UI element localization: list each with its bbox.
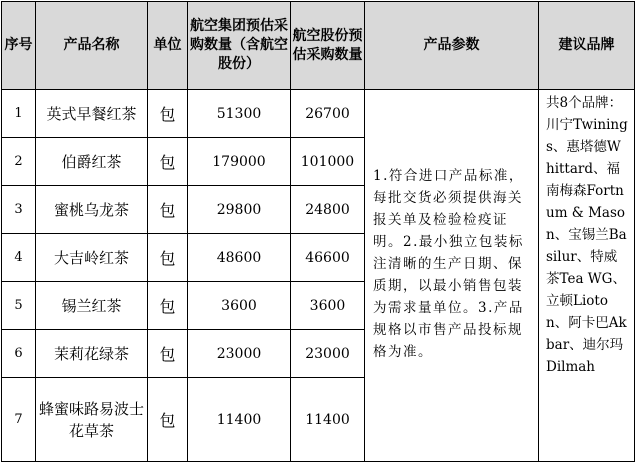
cell-share-qty: 46600 <box>291 234 365 282</box>
cell-product-name: 大吉岭红茶 <box>36 234 148 282</box>
cell-unit: 包 <box>148 138 188 186</box>
cell-product-name: 锡兰红茶 <box>36 282 148 330</box>
cell-product-name: 英式早餐红茶 <box>36 90 148 138</box>
cell-group-qty: 3600 <box>188 282 291 330</box>
header-share-qty: 航空股份预估采购数量 <box>291 2 365 90</box>
cell-group-qty: 29800 <box>188 186 291 234</box>
cell-product-name: 茉莉花绿茶 <box>36 330 148 378</box>
cell-group-qty: 179000 <box>188 138 291 186</box>
cell-unit: 包 <box>148 234 188 282</box>
cell-seq: 1 <box>2 90 36 138</box>
cell-unit: 包 <box>148 378 188 462</box>
cell-seq: 6 <box>2 330 36 378</box>
cell-share-qty: 101000 <box>291 138 365 186</box>
product-params-cell: 1.符合进口产品标准，每批交货必须提供海关报关单及检验检疫证明。2.最小独立包装标注清晰的生产日期、保质期，以最小销售包装为需求量单位。3.产品规格以市售产品投标规格为准。 <box>365 90 539 462</box>
cell-group-qty: 51300 <box>188 90 291 138</box>
header-unit: 单位 <box>148 2 188 90</box>
procurement-table <box>1 1 635 462</box>
cell-product-name: 蜜桃乌龙茶 <box>36 186 148 234</box>
header-seq: 序号 <box>2 2 36 90</box>
cell-unit: 包 <box>148 330 188 378</box>
cell-product-name: 伯爵红茶 <box>36 138 148 186</box>
cell-group-qty: 11400 <box>188 378 291 462</box>
cell-seq: 7 <box>2 378 36 462</box>
header-params: 产品参数 <box>365 2 539 90</box>
header-product-name: 产品名称 <box>36 2 148 90</box>
cell-seq: 2 <box>2 138 36 186</box>
cell-group-qty: 48600 <box>188 234 291 282</box>
cell-group-qty: 23000 <box>188 330 291 378</box>
cell-seq: 4 <box>2 234 36 282</box>
cell-unit: 包 <box>148 186 188 234</box>
header-row <box>2 2 635 90</box>
table-row <box>2 90 635 138</box>
cell-share-qty: 23000 <box>291 330 365 378</box>
header-group-qty: 航空集团预估采购数量（含航空股份） <box>188 2 291 90</box>
cell-seq: 5 <box>2 282 36 330</box>
cell-share-qty: 11400 <box>291 378 365 462</box>
cell-share-qty: 26700 <box>291 90 365 138</box>
cell-product-name: 蜂蜜味路易波士花草茶 <box>36 378 148 462</box>
cell-share-qty: 24800 <box>291 186 365 234</box>
cell-unit: 包 <box>148 90 188 138</box>
cell-unit: 包 <box>148 282 188 330</box>
cell-seq: 3 <box>2 186 36 234</box>
header-brands: 建议品牌 <box>539 2 635 90</box>
suggested-brands-cell: 共8个品牌：川宁Twinings、惠塔德Whittard、福南梅森Fortnum & Mason、宝锡兰Basilur、特威茶Tea WG、立顿Lioton、阿卡巴Akbar、迪尔玛Dilmah <box>539 90 635 462</box>
cell-share-qty: 3600 <box>291 282 365 330</box>
